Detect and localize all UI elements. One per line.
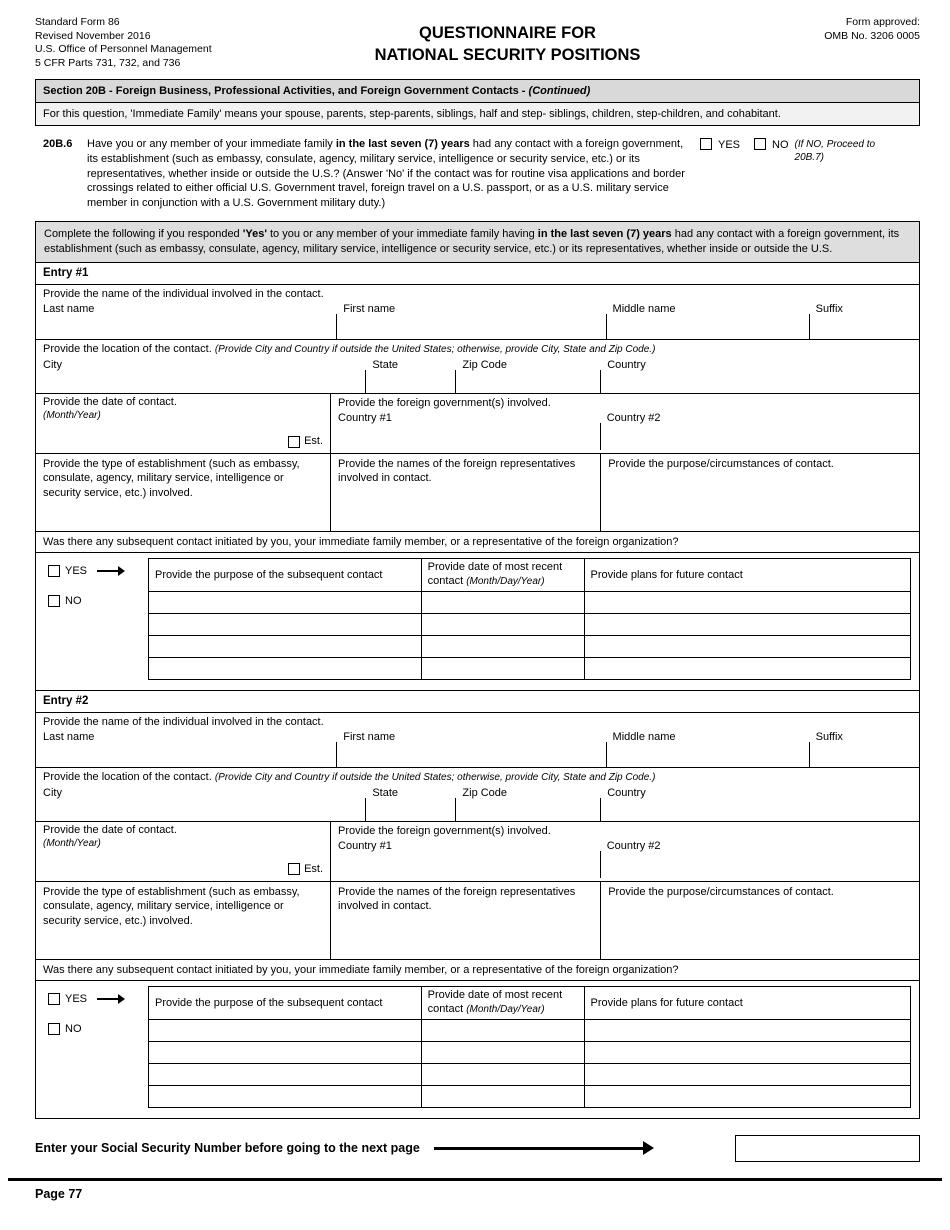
recent-date-cell[interactable] xyxy=(421,614,584,635)
section-title: Section 20B - Foreign Business, Professional Activities, and Foreign Government Contacts - xyxy=(43,84,529,97)
recent-date-cell[interactable] xyxy=(421,658,584,679)
purpose-cell[interactable] xyxy=(149,1086,421,1107)
country1-label: Country #1 xyxy=(338,412,392,424)
future-plans-cell[interactable] xyxy=(584,1064,910,1085)
subsequent-contact-area xyxy=(36,553,919,690)
middle-name-field[interactable] xyxy=(606,301,809,339)
middle-name-field[interactable] xyxy=(606,729,809,767)
section-header xyxy=(35,79,920,103)
table-header-row xyxy=(149,987,910,1019)
table-header-row xyxy=(149,559,910,591)
state-label: State xyxy=(372,786,399,799)
country2-field[interactable] xyxy=(600,838,919,878)
approval-line2: OMB No. 3206 0005 xyxy=(824,29,920,42)
ssn-arrow-icon xyxy=(434,1147,646,1150)
first-name-field[interactable] xyxy=(336,729,605,767)
purpose-cell[interactable] xyxy=(149,592,421,613)
future-plans-cell[interactable] xyxy=(584,1020,910,1041)
table-row xyxy=(149,1085,910,1107)
establishment-row xyxy=(36,882,919,960)
country-field[interactable] xyxy=(600,785,919,821)
country1-field[interactable] xyxy=(331,838,600,878)
subsequent-yes-label: YES xyxy=(65,565,88,577)
purpose-cell[interactable] xyxy=(149,1042,421,1063)
future-plans-cell[interactable] xyxy=(584,1086,910,1107)
first-name-field[interactable] xyxy=(336,301,605,339)
footer-rule xyxy=(8,1178,942,1181)
table-row xyxy=(149,1063,910,1085)
subsequent-yes-no xyxy=(48,984,148,1108)
yes-arrow-icon xyxy=(97,998,119,1000)
col-recent-date-header: Provide date of most recent contact (Month/Day/Year) xyxy=(421,559,584,591)
date-government-row xyxy=(36,822,919,882)
col-future-plans-header: Provide plans for future contact xyxy=(584,987,910,1019)
date-caption: Provide the date of contact. xyxy=(43,395,177,408)
city-field[interactable] xyxy=(36,785,365,821)
subsequent-contact-table xyxy=(148,986,911,1108)
subsequent-no-checkbox[interactable] xyxy=(48,1023,60,1035)
approval-line1: Form approved: xyxy=(845,16,920,28)
first-name-label: First name xyxy=(343,303,396,316)
government-caption: Provide the foreign government(s) involved. xyxy=(338,396,551,409)
form-meta-line: Revised November 2016 xyxy=(35,29,151,42)
col-purpose-header: Provide the purpose of the subsequent contact xyxy=(155,996,383,1009)
last-name-field[interactable] xyxy=(36,301,336,339)
date-of-contact-field[interactable] xyxy=(36,822,330,881)
form-title-line2: NATIONAL SECURITY POSITIONS xyxy=(374,46,641,65)
date-estimate-checkbox[interactable] xyxy=(288,863,300,875)
q20b6-no-label: NO xyxy=(772,139,789,152)
question-number: 20B.6 xyxy=(43,138,73,151)
question-20b6 xyxy=(35,126,920,221)
government-caption: Provide the foreign government(s) involved. xyxy=(338,824,551,837)
subsequent-yes-checkbox[interactable] xyxy=(48,565,60,577)
question-text: Have you or any member of your immediate family in the last seven (7) years had any contact with a foreign government, its establishment (such as embassy, consulate, agency, military service, intelligence or security service, etc.) or its representatives, whether inside or outside the U.S.? (Answer 'No' if the contact was for routine visa applications and border crossings related to either official U.S. Government travel, foreign travel on a U.S. passport, or as a U.S. military service member in conjunction with a U.S. Government military duty.) xyxy=(87,138,685,210)
subsequent-no-label: NO xyxy=(65,1023,82,1036)
state-label: State xyxy=(372,358,399,371)
form-meta xyxy=(35,16,245,71)
subsequent-contact-question: Was there any subsequent contact initiated by you, your immediate family member, or a representative of the foreign organization? xyxy=(36,532,919,553)
country2-label: Country #2 xyxy=(606,839,661,852)
date-format-note: (Month/Year) xyxy=(43,837,101,849)
yes-instruction: Complete the following if you responded 'Yes' to you or any member of your immediate family having in the last seven (7) years had any contact with a foreign government, its establishment (such as embassy, consulate, agency, military service, intelligence or security service, etc.) or its representatives, whether inside or outside the U.S. xyxy=(36,222,919,263)
future-plans-cell[interactable] xyxy=(584,658,910,679)
name-caption: Provide the name of the individual involved in the contact. xyxy=(43,715,324,728)
suffix-label: Suffix xyxy=(815,303,843,316)
page-number: Page 77 xyxy=(35,1186,83,1201)
entry-title: Entry #2 xyxy=(36,690,919,713)
entry-2 xyxy=(36,690,919,1118)
future-plans-cell[interactable] xyxy=(584,592,910,613)
purpose-field[interactable]: Provide the purpose/circumstances of contact. xyxy=(600,882,919,959)
purpose-cell[interactable] xyxy=(149,614,421,635)
suffix-field[interactable] xyxy=(809,729,919,767)
last-name-label: Last name xyxy=(43,303,95,316)
recent-date-cell[interactable] xyxy=(421,636,584,657)
immediate-family-note: For this question, 'Immediate Family' means your spouse, parents, step-parents, siblings, half and step- siblings, children, step-children, and cohabitant. xyxy=(35,103,920,126)
form-meta-line: Standard Form 86 xyxy=(35,16,120,28)
ssn-label: Enter your Social Security Number before going to the next page xyxy=(35,1141,420,1156)
representatives-field[interactable]: Provide the names of the foreign representatives involved in contact. xyxy=(330,454,600,531)
form-meta-line: U.S. Office of Personnel Management xyxy=(35,43,212,56)
location-row xyxy=(36,768,919,821)
country-field[interactable] xyxy=(600,357,919,393)
subsequent-yes-checkbox[interactable] xyxy=(48,993,60,1005)
middle-name-label: Middle name xyxy=(612,731,676,744)
establishment-row xyxy=(36,454,919,532)
recent-date-cell[interactable] xyxy=(421,1020,584,1041)
zip-field[interactable] xyxy=(455,357,600,393)
form-title xyxy=(245,16,770,71)
purpose-cell[interactable] xyxy=(149,1020,421,1041)
form-approval xyxy=(770,16,920,71)
date-format-note: (Month/Year) xyxy=(43,410,101,421)
ssn-input[interactable] xyxy=(735,1135,920,1162)
col-recent-date-header: Provide date of most recent contact (Month/Day/Year) xyxy=(421,987,584,1019)
table-row xyxy=(149,1041,910,1063)
form-title-line1: QUESTIONNAIRE FOR xyxy=(419,24,596,42)
subsequent-yes-label: YES xyxy=(65,992,88,1005)
future-plans-cell[interactable] xyxy=(584,614,910,635)
state-field[interactable] xyxy=(365,357,455,393)
zip-field[interactable] xyxy=(455,785,600,821)
state-field[interactable] xyxy=(365,785,455,821)
section-title-continued: (Continued) xyxy=(528,84,591,97)
date-estimate-label: Est. xyxy=(304,435,324,448)
zip-label: Zip Code xyxy=(462,358,508,371)
table-row xyxy=(149,591,910,613)
subsequent-contact-table xyxy=(148,558,911,680)
name-row xyxy=(36,713,919,768)
country-label: Country xyxy=(607,358,646,371)
q20b6-yes-label: YES xyxy=(718,139,741,152)
suffix-label: Suffix xyxy=(815,731,843,744)
recent-date-cell[interactable] xyxy=(421,1086,584,1107)
purpose-field[interactable]: Provide the purpose/circumstances of contact. xyxy=(600,454,919,531)
date-of-contact-field[interactable] xyxy=(36,394,330,453)
purpose-cell[interactable] xyxy=(149,658,421,679)
subsequent-no-checkbox[interactable] xyxy=(48,595,60,607)
yes-arrow-icon xyxy=(97,570,119,572)
future-plans-cell[interactable] xyxy=(584,636,910,657)
recent-date-cell[interactable] xyxy=(421,1042,584,1063)
last-name-label: Last name xyxy=(43,731,95,744)
subsequent-yes-no xyxy=(48,556,148,680)
recent-date-cell[interactable] xyxy=(421,1064,584,1085)
foreign-government-cell xyxy=(330,822,919,881)
city-label: City xyxy=(43,358,62,371)
table-row xyxy=(149,635,910,657)
foreign-government-cell xyxy=(330,394,919,453)
name-caption: Provide the name of the individual involved in the contact. xyxy=(43,288,324,301)
first-name-label: First name xyxy=(343,731,396,744)
table-row xyxy=(149,613,910,635)
country2-field[interactable] xyxy=(600,410,919,450)
country-label: Country xyxy=(607,786,646,799)
subsequent-no-label: NO xyxy=(65,595,82,608)
name-row xyxy=(36,285,919,340)
subsequent-contact-area xyxy=(36,981,919,1118)
purpose-cell[interactable] xyxy=(149,1064,421,1085)
entry-title: Entry #1 xyxy=(36,263,919,285)
question-answers xyxy=(687,137,920,211)
establishment-type-field[interactable]: Provide the type of establishment (such as embassy, consulate, agency, military service, intelligence or security service, etc.) involved. xyxy=(43,457,300,499)
form-header xyxy=(0,0,950,79)
last-name-field[interactable] xyxy=(36,729,336,767)
date-estimate-label: Est. xyxy=(304,863,324,876)
country1-label: Country #1 xyxy=(338,839,392,852)
date-estimate-checkbox[interactable] xyxy=(288,436,300,448)
entry-1 xyxy=(36,263,919,690)
subsequent-contact-question: Was there any subsequent contact initiated by you, your immediate family member, or a representative of the foreign organization? xyxy=(36,960,919,981)
country2-label: Country #2 xyxy=(606,412,661,424)
location-caption: Provide the location of the contact. (Provide City and Country if outside the United States; otherwise, provide City, State and Zip Code.) xyxy=(43,771,656,784)
location-row xyxy=(36,340,919,393)
col-future-plans-header: Provide plans for future contact xyxy=(584,559,910,591)
future-plans-cell[interactable] xyxy=(584,1042,910,1063)
suffix-field[interactable] xyxy=(809,301,919,339)
representatives-field[interactable]: Provide the names of the foreign representatives involved in contact. xyxy=(330,882,600,959)
purpose-cell[interactable] xyxy=(149,636,421,657)
zip-label: Zip Code xyxy=(462,786,508,799)
q20b6-no-checkbox[interactable] xyxy=(754,138,766,150)
q20b6-no-note: (If NO, Proceed to 20B.7) xyxy=(794,139,876,163)
country1-field[interactable] xyxy=(331,410,600,450)
ssn-footer xyxy=(35,1135,920,1162)
city-label: City xyxy=(43,786,62,799)
q20b6-yes-checkbox[interactable] xyxy=(700,138,712,150)
middle-name-label: Middle name xyxy=(612,303,676,316)
date-government-row xyxy=(36,394,919,454)
establishment-type-field[interactable]: Provide the type of establishment (such as embassy, consulate, agency, military service, intelligence or security service, etc.) involved. xyxy=(43,885,300,927)
recent-date-cell[interactable] xyxy=(421,592,584,613)
entries-section xyxy=(35,221,920,1119)
form-meta-line: 5 CFR Parts 731, 732, and 736 xyxy=(35,56,181,69)
location-caption: Provide the location of the contact. (Provide City and Country if outside the United States; otherwise, provide City, State and Zip Code.) xyxy=(43,343,656,356)
table-row xyxy=(149,1019,910,1041)
city-field[interactable] xyxy=(36,357,365,393)
table-row xyxy=(149,657,910,679)
col-purpose-header: Provide the purpose of the subsequent contact xyxy=(155,568,383,581)
date-caption: Provide the date of contact. xyxy=(43,823,177,836)
